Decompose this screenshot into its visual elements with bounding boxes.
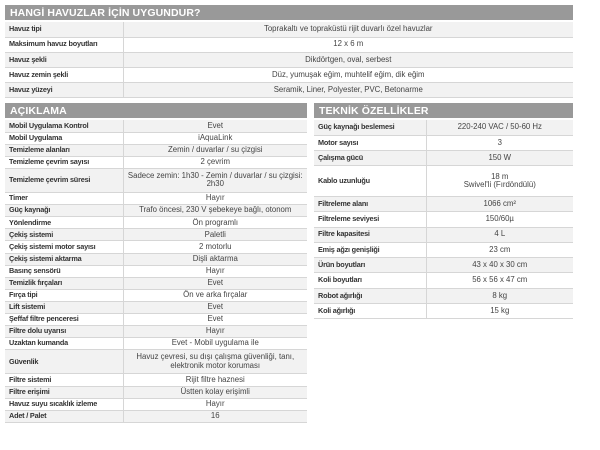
spec-label: Çekiş sistemi xyxy=(5,229,123,241)
table-row xyxy=(5,120,307,132)
spec-value: Dişli aktarma xyxy=(123,253,307,265)
table-row xyxy=(5,374,307,386)
spec-label: Havuz şekli xyxy=(5,52,123,67)
table-row xyxy=(5,410,307,422)
table-row xyxy=(5,193,307,205)
spec-label: Basınç sensörü xyxy=(5,265,123,277)
table-row xyxy=(5,326,307,338)
spec-value: 220-240 VAC / 50-60 Hz xyxy=(426,120,573,135)
pool-section-title: HANGİ HAVUZLAR İÇİN UYGUNDUR? xyxy=(10,6,201,19)
table-row xyxy=(314,227,573,242)
spec-label: Motor sayısı xyxy=(314,135,426,150)
spec-value: 2 motorlu xyxy=(123,241,307,253)
pool-section-header xyxy=(5,5,573,20)
table-row xyxy=(5,68,573,83)
table-row xyxy=(5,314,307,326)
table-row xyxy=(314,288,573,303)
description-table xyxy=(5,120,307,423)
table-row xyxy=(5,22,573,37)
spec-label: Yönlendirme xyxy=(5,217,123,229)
spec-value: 18 m Swivel'li (Fırdöndülü) xyxy=(426,166,573,197)
table-row xyxy=(5,83,573,98)
spec-value: Hayır xyxy=(123,398,307,410)
spec-value: 12 x 6 m xyxy=(123,37,573,52)
tech-specs-table xyxy=(314,120,573,319)
spec-label: Filtreleme alanı xyxy=(314,196,426,211)
spec-label: Çekiş sistemi aktarma xyxy=(5,253,123,265)
spec-label: Mobil Uygulama xyxy=(5,132,123,144)
description-section-title: AÇIKLAMA xyxy=(10,104,67,117)
spec-value: 8 kg xyxy=(426,288,573,303)
table-row xyxy=(314,196,573,211)
spec-label: Çalışma gücü xyxy=(314,151,426,166)
spec-label: Havuz suyu sıcaklık izleme xyxy=(5,398,123,410)
spec-value: 43 x 40 x 30 cm xyxy=(426,258,573,273)
table-row xyxy=(5,253,307,265)
spec-label: Lift sistemi xyxy=(5,301,123,313)
table-row xyxy=(5,338,307,350)
spec-value: Üstten kolay erişimli xyxy=(123,386,307,398)
tech-section-header xyxy=(314,103,573,118)
pool-table xyxy=(5,22,573,98)
spec-label: Şeffaf filtre penceresi xyxy=(5,314,123,326)
spec-label: Filtre dolu uyarısı xyxy=(5,326,123,338)
spec-value: Hayır xyxy=(123,265,307,277)
spec-value: Evet xyxy=(123,301,307,313)
table-row xyxy=(5,241,307,253)
spec-value: 150 W xyxy=(426,151,573,166)
table-row xyxy=(314,135,573,150)
table-row xyxy=(314,166,573,197)
spec-label: Filtre erişimi xyxy=(5,386,123,398)
table-row xyxy=(5,156,307,168)
spec-label: Robot ağırlığı xyxy=(314,288,426,303)
spec-value: 4 L xyxy=(426,227,573,242)
spec-value: iAquaLink xyxy=(123,132,307,144)
table-row xyxy=(5,398,307,410)
spec-label: Maksimum havuz boyutları xyxy=(5,37,123,52)
spec-label: Filtre sistemi xyxy=(5,374,123,386)
spec-value: Paletli xyxy=(123,229,307,241)
spec-label: Çekiş sistemi motor sayısı xyxy=(5,241,123,253)
table-row xyxy=(314,304,573,319)
spec-label: Mobil Uygulama Kontrol xyxy=(5,120,123,132)
spec-value: 2 çevrim xyxy=(123,156,307,168)
table-row xyxy=(5,301,307,313)
table-row xyxy=(5,289,307,301)
spec-label: Havuz yüzeyi xyxy=(5,83,123,98)
table-row xyxy=(314,258,573,273)
table-row xyxy=(5,265,307,277)
spec-label: Temizleme alanları xyxy=(5,144,123,156)
table-row xyxy=(314,151,573,166)
table-row xyxy=(5,350,307,374)
spec-value: Hayır xyxy=(123,193,307,205)
table-row xyxy=(5,277,307,289)
spec-value: Evet xyxy=(123,277,307,289)
table-row xyxy=(5,144,307,156)
spec-value: Evet - Mobil uygulama ile xyxy=(123,338,307,350)
table-row xyxy=(5,168,307,192)
table-row xyxy=(5,132,307,144)
spec-label: Koli ağırlığı xyxy=(314,304,426,319)
spec-label: Fırça tipi xyxy=(5,289,123,301)
table-row xyxy=(314,212,573,227)
table-row xyxy=(5,386,307,398)
table-row xyxy=(5,229,307,241)
table-row xyxy=(5,205,307,217)
spec-label: Havuz zemin şekli xyxy=(5,68,123,83)
spec-label: Kablo uzunluğu xyxy=(314,166,426,197)
table-row xyxy=(314,120,573,135)
spec-label: Filtre kapasitesi xyxy=(314,227,426,242)
table-row xyxy=(5,37,573,52)
spec-label: Timer xyxy=(5,193,123,205)
tech-section-title: TEKNİK ÖZELLİKLER xyxy=(319,104,429,117)
spec-value: Ön programlı xyxy=(123,217,307,229)
spec-value: 23 cm xyxy=(426,242,573,257)
table-row xyxy=(314,242,573,257)
spec-value: Havuz çevresi, su dışı çalışma güvenliği, tanı, elektronik motor koruması xyxy=(123,350,307,374)
spec-value: 1066 cm² xyxy=(426,196,573,211)
spec-label: Ürün boyutları xyxy=(314,258,426,273)
spec-value: Trafo öncesi, 230 V şebekeye bağlı, otonom xyxy=(123,205,307,217)
spec-value: Toprakaltı ve topraküstü rijit duvarlı özel havuzlar xyxy=(123,22,573,37)
spec-value: 3 xyxy=(426,135,573,150)
spec-value: Dikdörtgen, oval, serbest xyxy=(123,52,573,67)
spec-value: 16 xyxy=(123,410,307,422)
spec-label: Koli boyutları xyxy=(314,273,426,288)
spec-value: Evet xyxy=(123,314,307,326)
spec-value: Ön ve arka fırçalar xyxy=(123,289,307,301)
spec-value: Rijit filtre haznesi xyxy=(123,374,307,386)
spec-label: Güç kaynağı xyxy=(5,205,123,217)
spec-value: Seramik, Liner, Polyester, PVC, Betonarme xyxy=(123,83,573,98)
spec-label: Güç kaynağı beslemesi xyxy=(314,120,426,135)
spec-value: Hayır xyxy=(123,326,307,338)
table-row xyxy=(5,52,573,67)
description-section-header xyxy=(5,103,307,118)
spec-label: Emiş ağzı genişliği xyxy=(314,242,426,257)
spec-label: Temizleme çevrim süresi xyxy=(5,168,123,192)
table-row xyxy=(5,217,307,229)
table-row xyxy=(314,273,573,288)
spec-value: Zemin / duvarlar / su çizgisi xyxy=(123,144,307,156)
spec-label: Temizleme çevrim sayısı xyxy=(5,156,123,168)
spec-value: Sadece zemin: 1h30 - Zemin / duvarlar / su çizgisi: 2h30 xyxy=(123,168,307,192)
spec-label: Havuz tipi xyxy=(5,22,123,37)
spec-label: Temizlik fırçaları xyxy=(5,277,123,289)
spec-label: Güvenlik xyxy=(5,350,123,374)
spec-value: Düz, yumuşak eğim, muhtelif eğim, dik eğim xyxy=(123,68,573,83)
spec-label: Adet / Palet xyxy=(5,410,123,422)
spec-value: 56 x 56 x 47 cm xyxy=(426,273,573,288)
spec-value: Evet xyxy=(123,120,307,132)
spec-value: 15 kg xyxy=(426,304,573,319)
spec-label: Filtreleme seviyesi xyxy=(314,212,426,227)
spec-value: 150/60µ xyxy=(426,212,573,227)
spec-label: Uzaktan kumanda xyxy=(5,338,123,350)
